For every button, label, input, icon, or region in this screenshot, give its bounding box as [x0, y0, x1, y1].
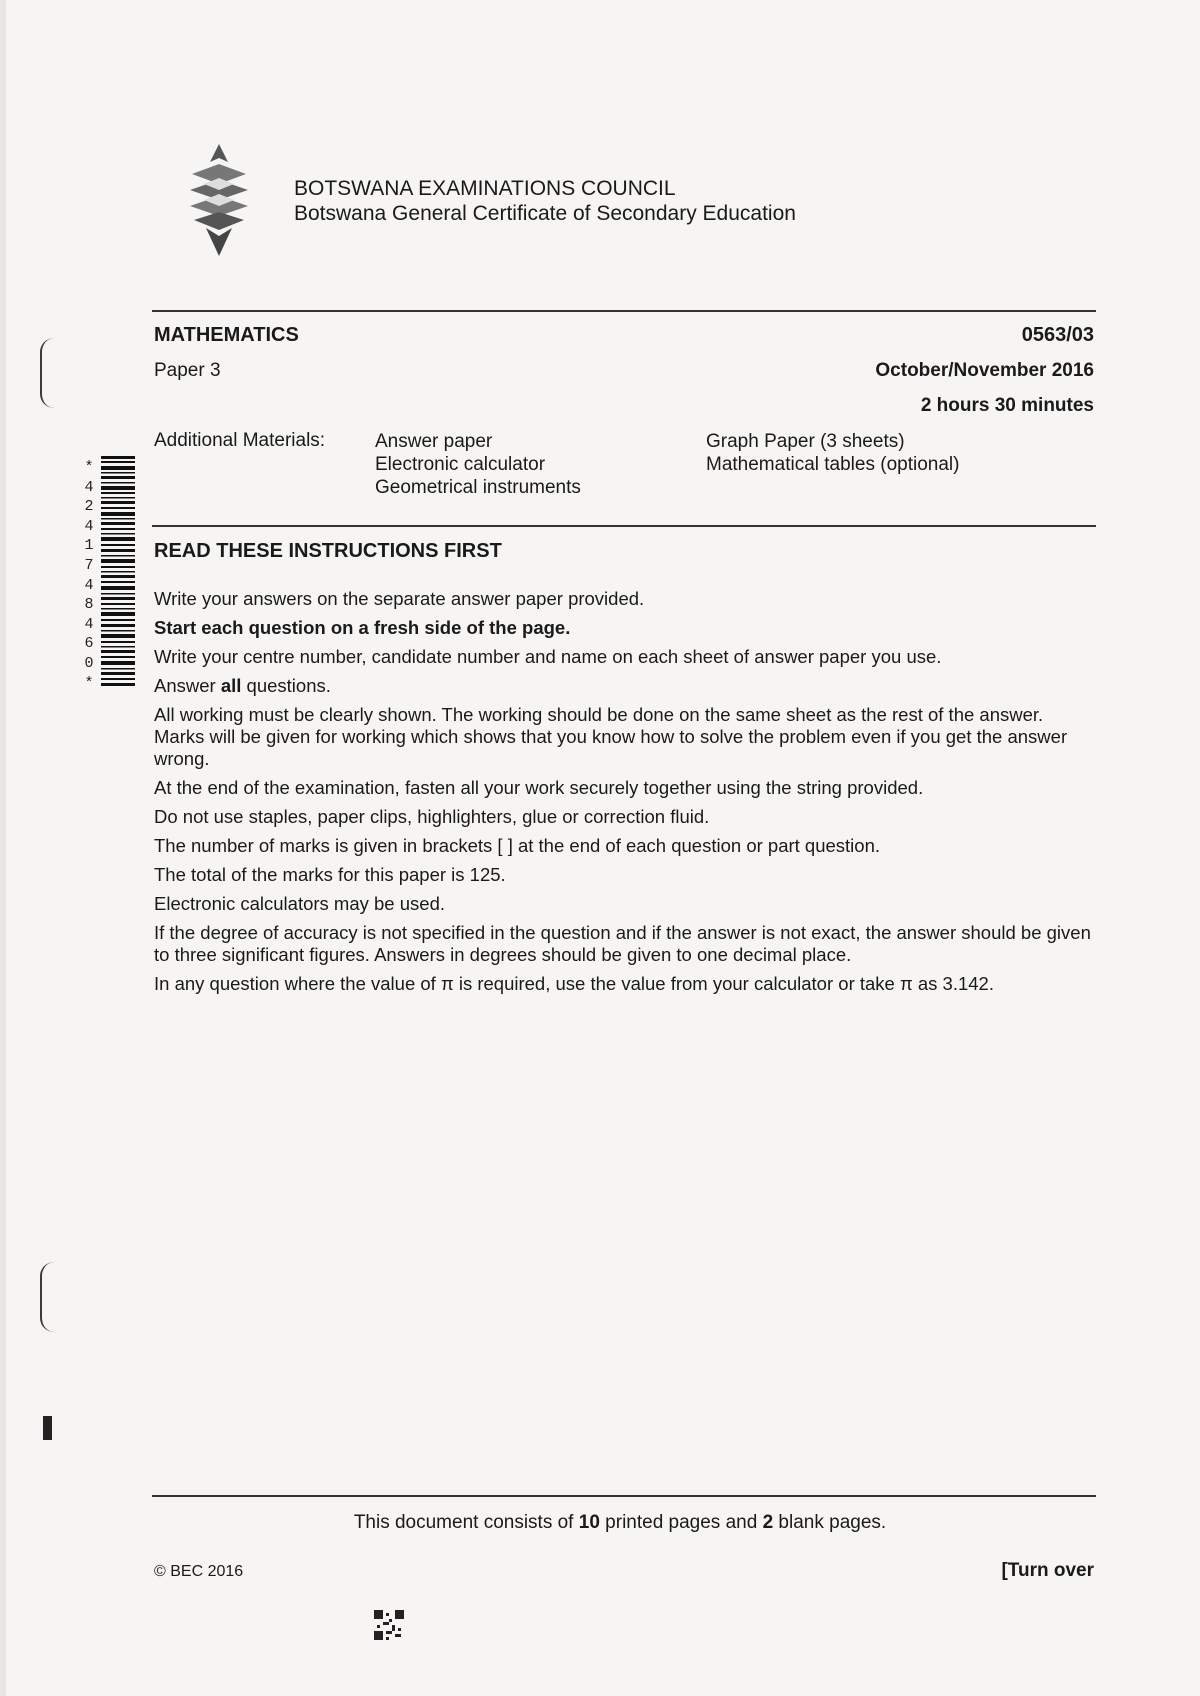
printed-page-count: 10 [578, 1512, 600, 1533]
page-count-note [0, 1512, 1200, 1534]
barcode-digit: 6 [84, 635, 94, 653]
exam-session: October/November 2016 [875, 360, 1094, 381]
material-item: Answer paper [375, 431, 493, 452]
material-item: Electronic calculator [375, 454, 546, 475]
instruction-item: Start each question on a fresh side of the page. [154, 617, 571, 638]
material-item: Geometrical instruments [375, 477, 581, 498]
page-edge-shadow [0, 0, 6, 1696]
instruction-item: The number of marks is given in brackets [ ] at the end of each question or part question. [154, 835, 881, 856]
instruction-item: Do not use staples, paper clips, highlighters, glue or correction fluid. [154, 806, 710, 827]
instruction-item: The total of the marks for this paper is 125. [154, 864, 506, 885]
materials-list-1 [375, 430, 581, 499]
instruction-item: Write your answers on the separate answer paper provided. [154, 588, 645, 609]
barcode-digit: 7 [84, 556, 94, 574]
certificate-name: Botswana General Certificate of Secondary Education [294, 202, 796, 225]
barcode-icon [101, 456, 135, 686]
paper-code: 0563/03 [1021, 324, 1094, 346]
barcode-digit: 2 [84, 498, 94, 516]
instruction-item: Write your centre number, candidate number and name on each sheet of answer paper you use. [154, 646, 942, 667]
exam-duration: 2 hours 30 minutes [920, 395, 1094, 416]
barcode-digit: 8 [84, 596, 94, 614]
organisation-heading [294, 176, 796, 226]
instruction-item: At the end of the examination, fasten all your work securely together using the string provided. [154, 777, 924, 798]
turn-over-note: [Turn over [1001, 1560, 1094, 1581]
materials-label: Additional Materials: [154, 430, 326, 451]
council-logo-icon [184, 144, 254, 256]
subject-title: MATHEMATICS [154, 324, 299, 346]
bottom-divider [152, 1495, 1096, 1497]
material-item: Graph Paper (3 sheets) [706, 431, 905, 452]
instruction-text: questions. [241, 675, 331, 696]
footer-text: printed pages and [599, 1512, 763, 1533]
instruction-item: All working must be clearly shown. The working should be done on the same sheet as the rest of the answer. Marks will be given for working which shows that you know how to solve the problem even if you get the answer wrong. [154, 704, 1068, 769]
barcode-digits [81, 458, 97, 693]
blank-page-count: 2 [762, 1512, 774, 1533]
instruction-item: Electronic calculators may be used. [154, 893, 445, 914]
barcode-digit: 4 [84, 478, 94, 496]
barcode-digit: 4 [84, 517, 94, 535]
instruction-item: If the degree of accuracy is not specified in the question and if the answer is not exact, the answer should be given to three significant figures. Answers in degrees should be given to one decimal place. [154, 922, 1091, 965]
instruction-text: Answer [154, 675, 221, 696]
council-name: BOTSWANA EXAMINATIONS COUNCIL [294, 177, 676, 200]
barcode-digit: * [84, 674, 94, 692]
binding-mark-bottom [40, 1262, 56, 1332]
instruction-item [154, 675, 1094, 697]
barcode-digit: 4 [84, 576, 94, 594]
instruction-item: In any question where the value of π is required, use the value from your calculator or take π as 3.142. [154, 973, 994, 994]
material-item: Mathematical tables (optional) [706, 454, 960, 475]
barcode-digit: 0 [84, 654, 94, 672]
instruction-emphasis: all [220, 675, 242, 696]
qr-code-icon [374, 1610, 404, 1640]
middle-divider [152, 525, 1096, 527]
footer-text: This document consists of [353, 1512, 579, 1533]
top-divider [152, 310, 1096, 312]
registration-mark [43, 1416, 52, 1440]
instructions-heading: READ THESE INSTRUCTIONS FIRST [154, 540, 502, 562]
materials-list-2 [706, 430, 959, 476]
paper-number: Paper 3 [154, 360, 221, 381]
instructions-list [154, 588, 1094, 1002]
footer-text: blank pages. [773, 1512, 887, 1533]
copyright-notice: © BEC 2016 [154, 1563, 244, 1580]
binding-mark-top [40, 338, 56, 408]
barcode-digit: * [84, 459, 94, 476]
barcode-digit: 1 [84, 537, 94, 555]
barcode-digit: 4 [84, 615, 94, 633]
